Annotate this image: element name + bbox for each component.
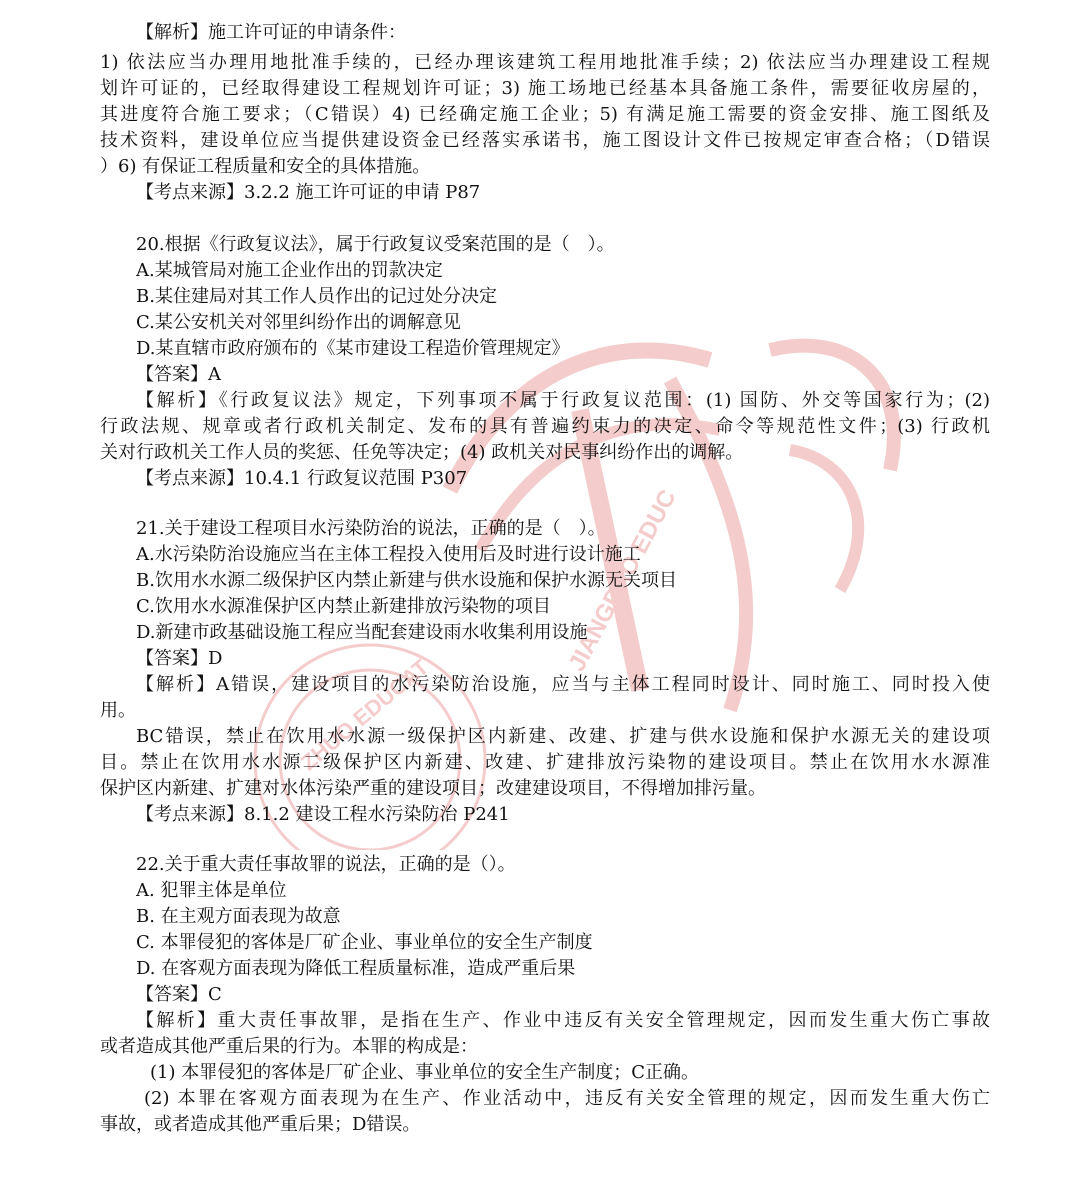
text-line: (2) 本罪在客观方面表现为在生产、作业活动中，违反有关安全管理的规定，因而发生重大伤亡 (144, 1088, 990, 1109)
text-line: 关对行政机关工作人员的奖惩、任免等决定；(4) 政机关对民事纠纷作出的调解。 (100, 442, 744, 463)
option-c: C. 本罪侵犯的客体是厂矿企业、事业单位的安全生产制度 (136, 932, 593, 953)
text-line: 【考点来源】10.4.1 行政复议范围 P307 (136, 468, 468, 489)
text-line: 保护区内新建、扩建对水体污染严重的建设项目；改建建设项目，不得增加排污量。 (100, 778, 766, 799)
text-line: 或者造成其他严重后果的行为。本罪的构成是： (100, 1036, 478, 1057)
question-stem: 20.根据《行政复议法》，属于行政复议受案范围的是（ ）。 (136, 234, 615, 255)
option-c: C.某公安机关对邻里纠纷作出的调解意见 (136, 312, 461, 333)
question-stem: 21.关于建设工程项目水污染防治的说法，正确的是（ ）。 (136, 518, 606, 539)
watermark-text-top: ZHUO EDUCAT (295, 654, 434, 776)
text-line: 划许可证的，已经取得建设工程规划许可证；3) 施工场地已经基本具备施工条件，需要征收房屋的， (100, 78, 990, 99)
text-line: 【考点来源】8.1.2 建设工程水污染防治 P241 (136, 804, 510, 825)
answer: 【答案】C (136, 984, 222, 1005)
option-b: B. 在主观方面表现为故意 (136, 906, 341, 927)
text-line: 1) 依法应当办理用地批准手续的，已经办理该建筑工程用地批准手续；2) 依法应当办理建设工程规 (100, 52, 990, 73)
option-c: C.饮用水水源准保护区内禁止新建排放污染物的项目 (136, 596, 551, 617)
text-line: 【解析】重大责任事故罪，是指在生产、作业中违反有关安全管理规定，因而发生重大伤亡事故 (136, 1010, 990, 1031)
option-d: D. 在客观方面表现为降低工程质量标准，造成严重后果 (136, 958, 576, 979)
text-line: 【解析】《行政复议法》规定，下列事项不属于行政复议范围：(1) 国防、外交等国家行为；(2) (136, 390, 990, 411)
text-line: (1) 本罪侵犯的客体是厂矿企业、事业单位的安全生产制度；C正确。 (150, 1062, 699, 1083)
option-a: A.某城管局对施工企业作出的罚款决定 (136, 260, 443, 281)
option-d: D.某直辖市政府颁布的《某市建设工程造价管理规定》 (136, 338, 570, 359)
text-line: 行政法规、规章或者行政机关制定、发布的具有普遍约束力的决定、命令等规范性文件；(3) 行政机 (100, 416, 990, 437)
text-line: 事故，或者造成其他严重后果；D错误。 (100, 1114, 421, 1135)
option-d: D.新建市政基础设施工程应当配套建设雨水收集利用设施 (136, 622, 588, 643)
option-a: A. 犯罪主体是单位 (136, 880, 287, 901)
option-a: A.水污染防治设施应当在主体工程投入使用后及时进行设计施工 (136, 544, 641, 565)
text-line: 其进度符合施工要求；（C错误）4) 已经确定施工企业；5) 有满足施工需要的资金安排、施工图纸及 (100, 104, 990, 125)
answer: 【答案】D (136, 648, 223, 669)
watermark-text-right: JIANGDAO EDUC (563, 485, 682, 676)
option-b: B.某住建局对其工作人员作出的记过处分决定 (136, 286, 497, 307)
text-line: 【解析】A错误，建设项目的水污染防治设施，应当与主体工程同时设计、同时施工、同时投入使 (136, 674, 990, 695)
text-line: 用。 (100, 700, 136, 721)
question-stem: 22.关于重大责任事故罪的说法，正确的是（）。 (136, 854, 516, 875)
text-line: 【考点来源】3.2.2 施工许可证的申请 P87 (136, 182, 481, 203)
option-b: B.饮用水水源二级保护区内禁止新建与供水设施和保护水源无关项目 (136, 570, 677, 591)
text-line: BC错误，禁止在饮用水水源一级保护区内新建、改建、扩建与供水设施和保护水源无关的建设项 (136, 726, 990, 747)
text-line: 【解析】施工许可证的申请条件： (136, 22, 406, 43)
text-line: ）6) 有保证工程质量和安全的具体措施。 (100, 156, 431, 177)
answer: 【答案】A (136, 364, 221, 385)
text-line: 技术资料，建设单位应当提供建设资金已经落实承诺书，施工图设计文件已按规定审查合格；（D错误 (100, 130, 990, 151)
text-line: 目。禁止在饮用水水源二级保护区内新建、改建、扩建排放污染物的建设项目。禁止在饮用水水源准 (100, 752, 990, 773)
